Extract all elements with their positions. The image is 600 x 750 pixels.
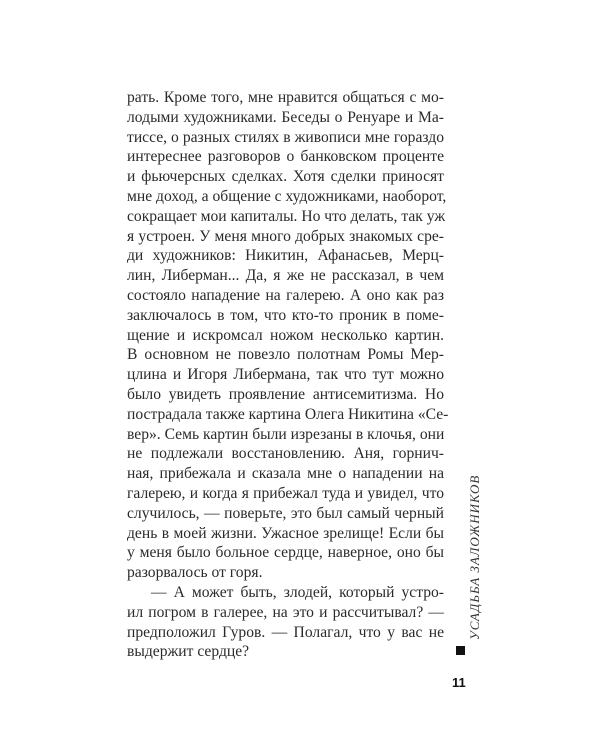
text-line: — А может быть, злодей, который устро- <box>151 583 444 601</box>
text-line: пострадала также картина Олега Никитина «Се- <box>127 405 449 423</box>
square-bullet-icon <box>456 646 465 655</box>
text-line: выдержит сердце? <box>127 643 250 661</box>
text-line: интереснее разговоров о банковском проценте <box>127 148 444 166</box>
text-line: цлина и Игоря Либермана, так что тут можно <box>127 366 444 384</box>
running-head: УСАДЬБА ЗАЛОЖНИКОВ <box>467 474 482 640</box>
page-number: 11 <box>452 675 466 690</box>
text-line: состояло нападение на галерею. А оно как раз <box>127 286 444 304</box>
text-line: щение и искромсал ножом несколько картин. <box>127 326 444 344</box>
text-line: сокращает мои капиталы. Но что делать, так уж <box>127 207 446 225</box>
text-line: и фьючерсных сделках. Хотя сделки приносят <box>127 168 444 186</box>
text-line: лодыми художниками. Беседы о Ренуаре и Ма- <box>127 108 444 126</box>
text-line: тиссе, о разных стилях в живописи мне гораздо <box>127 128 444 146</box>
text-line: ди художников: Никитин, Афанасьев, Мерц- <box>127 247 444 265</box>
text-line: разорвалось от горя. <box>127 564 263 582</box>
text-line: галерею, и когда я прибежал туда и увидел, что <box>127 484 444 502</box>
text-line: В основном не повезло полотнам Ромы Мер- <box>127 346 444 364</box>
text-line: ная, прибежала и сказала мне о нападении на <box>127 465 444 483</box>
text-line: предположил Гуров. — Полагал, что у вас не <box>127 623 444 641</box>
text-line: было увидеть проявление антисемитизма. Но <box>127 385 444 403</box>
text-line: ил погром в галерее, на это и рассчитывал? — <box>127 603 444 621</box>
text-line: заключалось в том, что кто-то проник в поме- <box>127 306 444 324</box>
text-line: лин, Либерман... Да, я же не рассказал, в чем <box>127 267 444 285</box>
text-line: день в моей жизни. Ужасное зрелище! Если бы <box>127 524 444 542</box>
text-line: у меня было больное сердце, наверное, оно бы <box>127 544 444 562</box>
text-line: мне доход, а общение с художниками, наоборот, <box>127 187 447 205</box>
body-text <box>127 88 449 662</box>
text-line: случилось, — поверьте, это был самый черный <box>127 504 444 522</box>
text-line: вер». Семь картин были изрезаны в клочья, они <box>127 425 445 443</box>
text-line: я устроен. У меня много добрых знакомых сре- <box>127 227 444 245</box>
text-line: рать. Кроме того, мне нравится общаться с мо- <box>127 89 444 106</box>
text-line: не подлежали восстановлению. Аня, горнич- <box>127 445 444 463</box>
